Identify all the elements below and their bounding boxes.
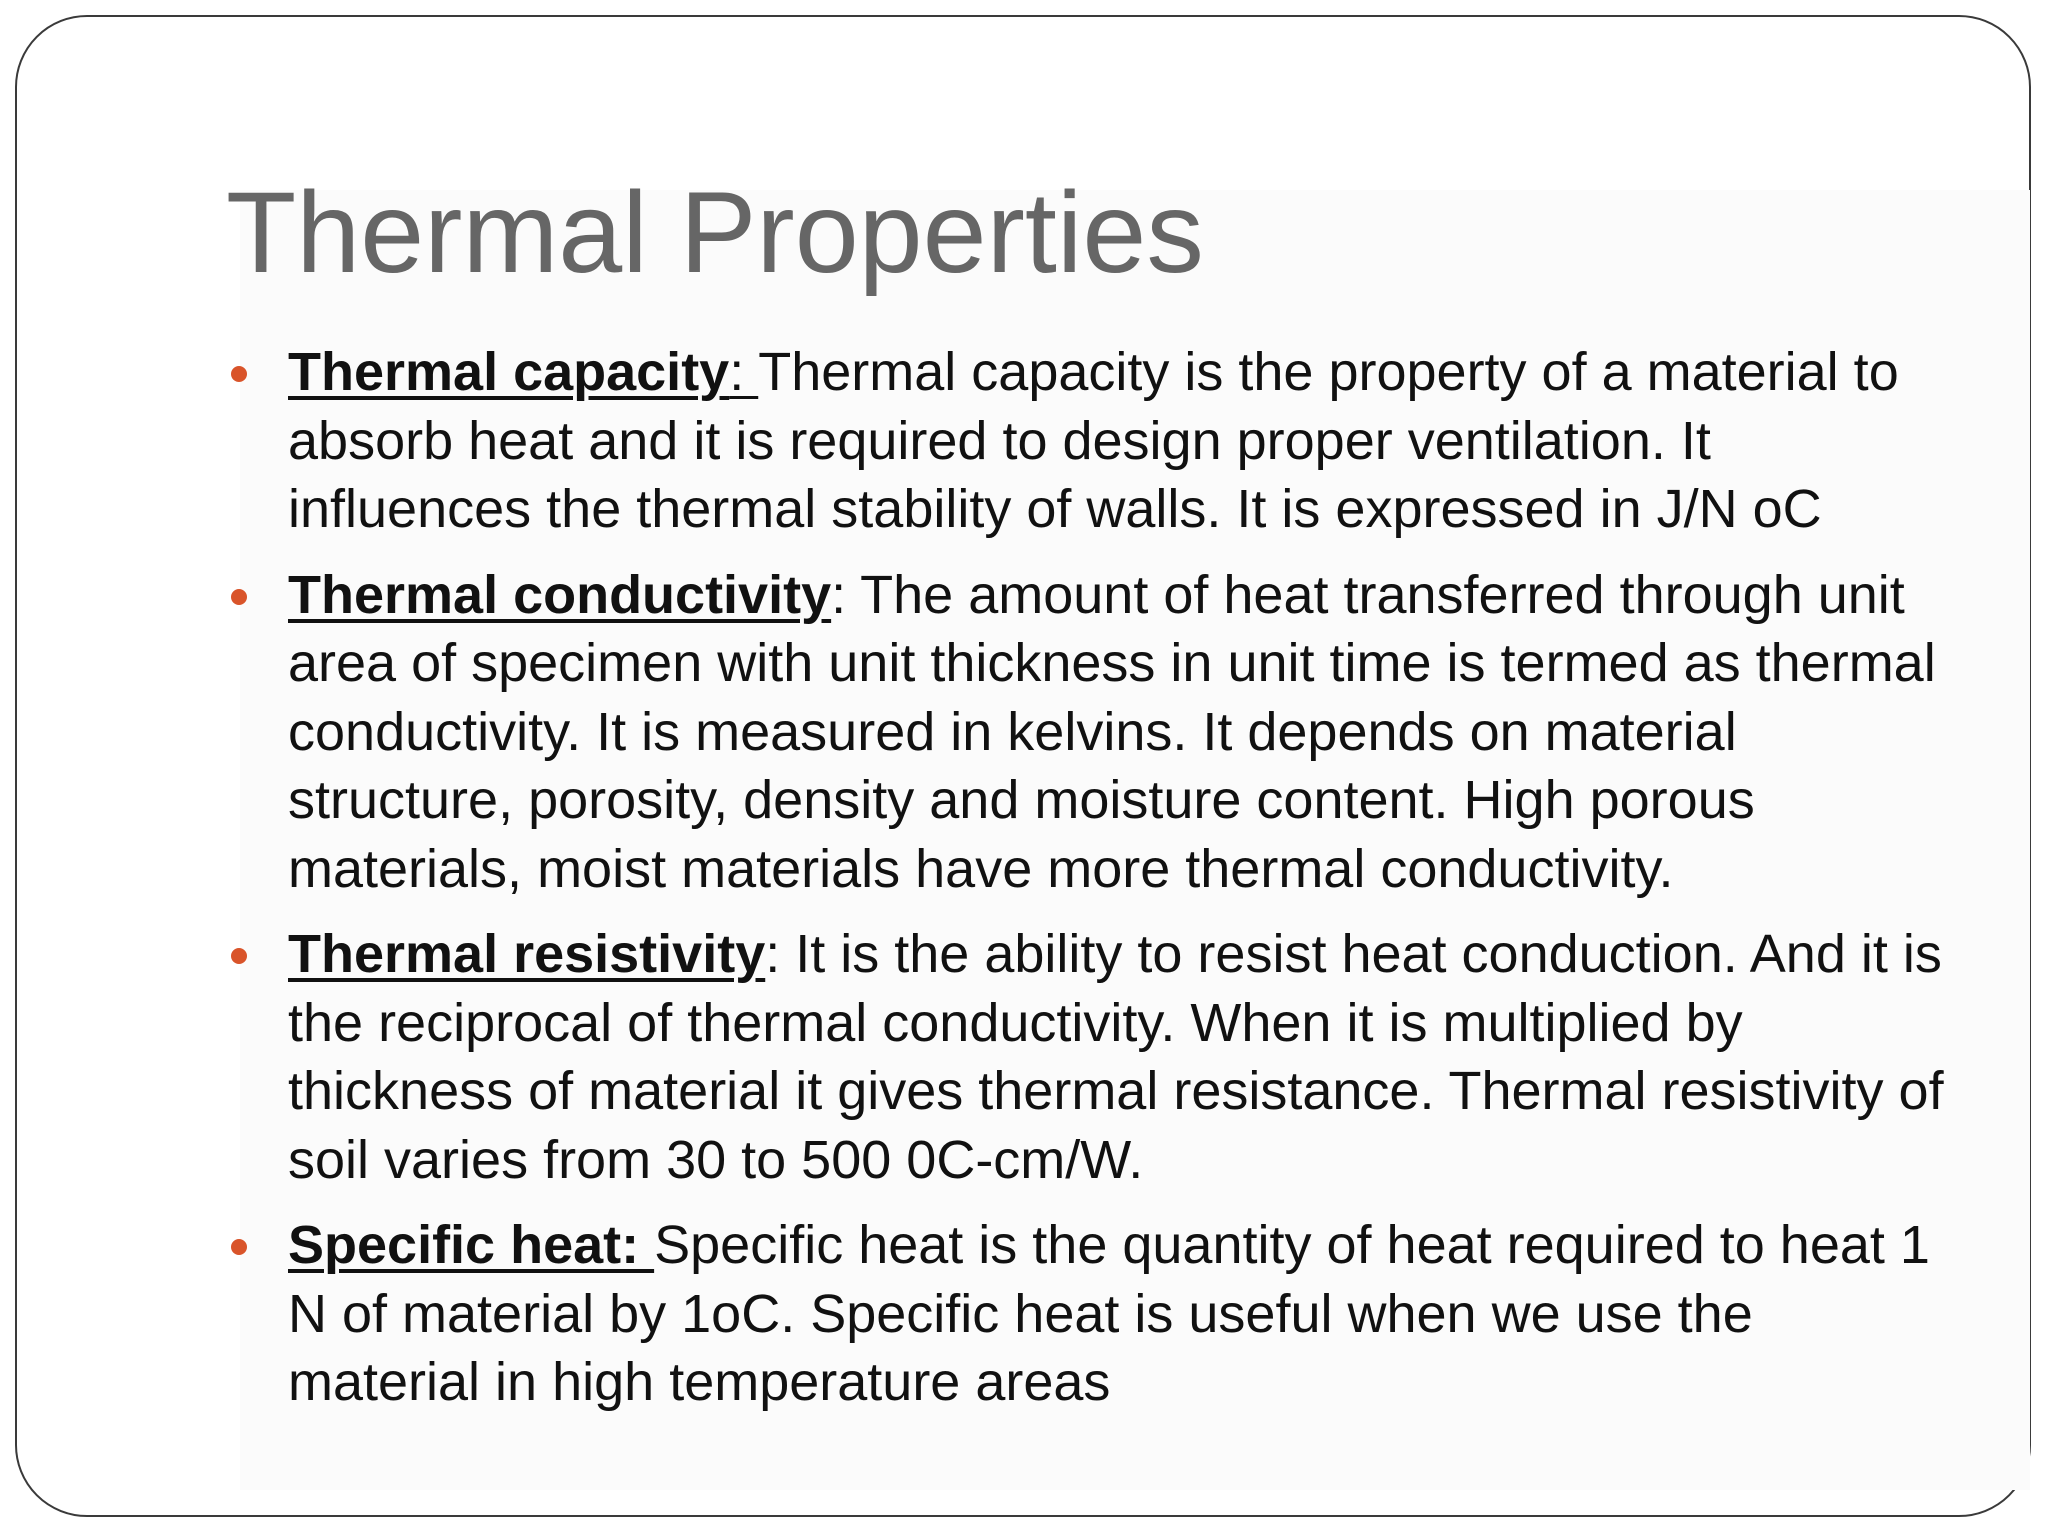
bullet-text: Specific heat is the quantity of heat required to heat 1 N of material by 1oC. Specific heat is useful when we use the material in high temperature areas	[288, 1215, 1930, 1412]
bullet-dot-icon	[231, 589, 247, 605]
slide-title: Thermal Properties	[226, 169, 1204, 297]
bullet-dot-icon	[231, 948, 247, 964]
bullet-list	[226, 338, 1946, 1434]
bullet-thermal-resistivity	[226, 920, 1946, 1194]
bullet-term: Thermal capacity	[288, 342, 730, 402]
bullet-text: The amount of heat transferred through unit area of specimen with unit thickness in unit time is termed as thermal conductivity. It is measured in kelvins. It depends on material structure, porosity, density and moisture content. High porous materials, moist materials have more thermal conductivity.	[288, 564, 1936, 899]
bullet-term: Thermal resistivity	[288, 924, 766, 984]
bullet-term: Thermal conductivity	[288, 564, 832, 625]
bullet-term: Specific heat:	[288, 1215, 655, 1275]
bullet-separator: :	[765, 924, 781, 984]
bullet-thermal-capacity	[226, 338, 1946, 544]
bullet-text: Thermal capacity is the property of a material to absorb heat and it is required to design proper ventilation. It influences the thermal stability of walls. It is expressed in J/N oC	[288, 342, 1899, 539]
bullet-thermal-conductivity	[226, 561, 1946, 904]
bullet-separator: :	[831, 564, 847, 625]
bullet-specific-heat	[226, 1211, 1946, 1417]
bullet-text: It is the ability to resist heat conduction. And it is the reciprocal of thermal conductivity. When it is multiplied by thickness of material it gives thermal resistance. Thermal resistivity of soil varies from 30 to 500 0C-cm/W.	[288, 924, 1944, 1190]
bullet-separator: :	[729, 342, 759, 402]
bullet-dot-icon	[231, 1239, 247, 1255]
bullet-dot-icon	[231, 366, 247, 382]
